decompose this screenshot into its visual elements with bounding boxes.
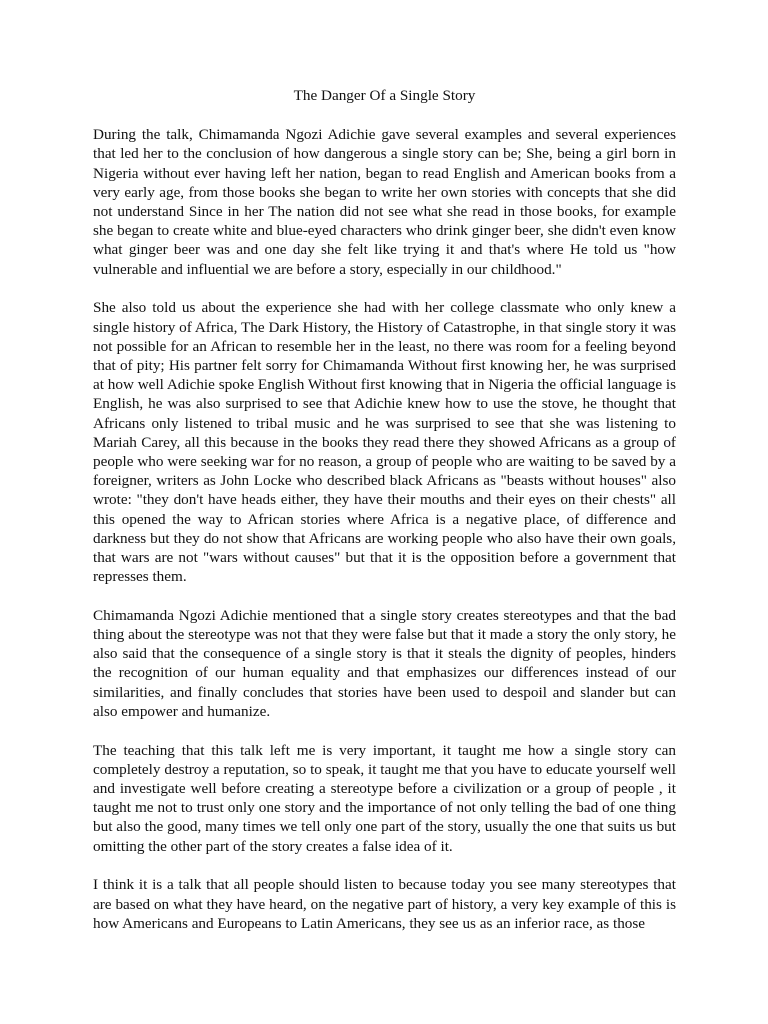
paragraph-5: I think it is a talk that all people should listen to because today you see many stereotypes that are based on what they have heard, on the negative part of history, a very key example of this is how Americans and Europeans to Latin Americans, they see us as an inferior race, as those (93, 876, 676, 932)
paragraph-4: The teaching that this talk left me is very important, it taught me how a single story can completely destroy a reputation, so to speak, it taught me that you have to educate yourself well and investigate well before creating a stereotype before a civilization or a group of people , it taught me not to trust only one story and the importance of not only telling the bad of one thing but also the good, many times we tell only one part of the story, usually the one that suits us but omitting the other part of the story creates a false idea of it. (93, 741, 676, 855)
paragraph-3: Chimamanda Ngozi Adichie mentioned that a single story creates stereotypes and that the bad thing about the stereotype was not that they were false but that it made a story the only story, he also said that the consequence of a single story is that it steals the dignity of peoples, hinders the recognition of our human equality and that emphasizes our differences instead of our similarities, and finally concludes that stories have been used to despoil and slander but can also empower and humanize. (93, 606, 676, 720)
document-title: The Danger Of a Single Story (293, 87, 476, 104)
paragraph-2: She also told us about the experience she had with her college classmate who only knew a single history of Africa, The Dark History, the History of Catastrophe, in that single story it was not possible for an African to resemble her in the least, no there was room for a feeling beyond that of pity; His partner felt sorry for Chimamanda Without first knowing her, he was surprised at how well Adichie spoke English Without first knowing that in Nigeria the official language is English, he was also surprised to see that Adichie knew how to use the stove, he thought that Africans only listened to tribal music and he was surprised to see that she was listening to Mariah Carey, all this because in the books they read there they showed Africans as a group of people who were seeking war for no reason, a group of people who are waiting to be saved by a foreigner, writers as John Locke who described black Africans as "beasts without houses" also wrote: "they don't have heads either, they have their mouths and their eyes on their chests" all this opened the way to African stories where Africa is a negative place, of difference and darkness but they do not show that Africans are working people who also have their own goals, that wars are not "wars without causes" but that it is the opposition before a government that represses them. (93, 299, 677, 586)
paragraph-1: During the talk, Chimamanda Ngozi Adichie gave several examples and several experiences that led her to the conclusion of how dangerous a single story can be; She, being a girl born in Nigeria without ever having left her nation, began to read English and American books from a very early age, from those books she began to write her own stories with concepts that she did not understand Since in her The nation did not see what she read in those books, for example she began to create white and blue-eyed characters who drink ginger beer, she didn't even know what ginger beer was and one day she felt like trying it and that's where He told us "how vulnerable and influential we are before a story, especially in our childhood." (93, 126, 676, 278)
